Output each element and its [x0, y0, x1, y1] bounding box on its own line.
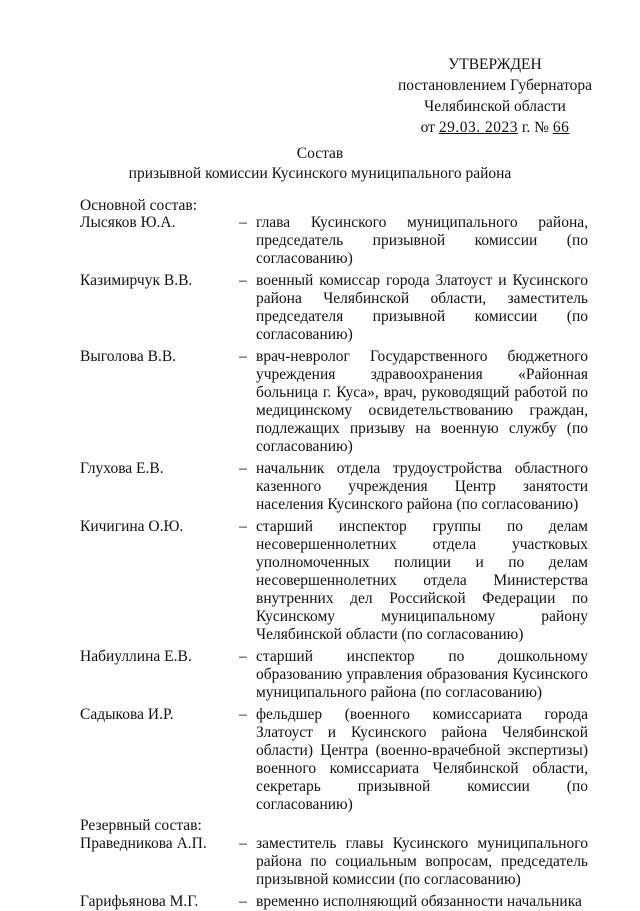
member-name: Лысяков Ю.А.: [80, 214, 176, 231]
member-role: старший инспектор группы по делам несовершеннолетних отдела участковых уполномоченных полиции и по делам несовершеннолетних отдела Министерства внутренних дел Российской Федерации по Кусинскому муниципальному району Челябинской области (по согласованию): [256, 518, 588, 643]
member-name: Глухова Е.В.: [80, 460, 164, 477]
title-line-1: Состав: [296, 145, 344, 162]
reserve-members-table: [80, 835, 588, 911]
member-dash: –: [239, 835, 247, 852]
member-role: начальник отдела трудоустройства областного казенного учреждения Центр занятости населения Кусинского района (по согласованию): [256, 460, 588, 513]
member-dash: –: [239, 272, 247, 289]
member-name: Гарифьянова М.Г.: [80, 893, 199, 910]
member-role: временно исполняющий обязанности начальника: [256, 893, 582, 910]
member-row: [80, 644, 588, 702]
approval-number: 66: [552, 119, 570, 136]
main-composition-label: Основной состав:: [80, 197, 198, 214]
member-dash: –: [239, 518, 247, 535]
member-name: Набиуллина Е.В.: [80, 648, 192, 665]
member-role: врач-невролог Государственного бюджетного учреждения здравоохранения «Районная больница г. Куса», врач, руководящий работой по медицинскому освидетельствованию граждан, подлежащих призыву на военную службу (по согласованию): [256, 348, 588, 455]
member-dash: –: [239, 460, 247, 477]
member-name: Выголова В.В.: [80, 348, 177, 365]
member-role: глава Кусинского муниципального района, председатель призывной комиссии (по согласованию): [256, 214, 588, 267]
member-role: заместитель главы Кусинского муниципального района по социальным вопросам, председатель призывной комиссии (по согласованию): [256, 835, 588, 888]
approval-stamp: [380, 54, 610, 138]
member-name: Кичигина О.Ю.: [80, 518, 184, 535]
member-dash: –: [239, 648, 247, 665]
member-dash: –: [239, 214, 247, 231]
member-name: Казимирчук В.В.: [80, 272, 193, 289]
member-row: [80, 835, 588, 889]
approval-title: УТВЕРЖДЕН: [448, 56, 542, 73]
member-row: [80, 889, 588, 911]
member-row: [80, 702, 588, 814]
approval-line-2: Челябинской области: [424, 98, 566, 115]
document-title: [80, 144, 560, 184]
member-row: [80, 344, 588, 456]
title-line-2: призывной комиссии Кусинского муниципального района: [128, 165, 512, 182]
member-dash: –: [239, 706, 247, 723]
member-role: фельдшер (военного комиссариата города Златоуст и Кусинского района Челябинской области) Центра (военно-врачебной экспертизы) военного комиссариата Челябинской области, секретарь призывной комиссии (по согласованию): [256, 706, 588, 813]
member-row: [80, 268, 588, 344]
reserve-composition-label: Резервный состав:: [80, 817, 202, 834]
main-members-table: [80, 214, 588, 814]
member-dash: –: [239, 348, 247, 365]
approval-date-line: [380, 117, 610, 138]
approval-line-1: постановлением Губернатора: [397, 77, 593, 94]
member-row: [80, 514, 588, 644]
member-name: Садыкова И.Р.: [80, 706, 174, 723]
member-dash: –: [239, 893, 247, 910]
approval-prefix: от: [420, 119, 435, 136]
member-role: военный комиссар города Златоуст и Кусинского района Челябинской области, заместитель председателя призывной комиссии (по согласованию): [256, 272, 588, 343]
member-role: старший инспектор по дошкольному образованию управления образования Кусинского муниципального района (по согласованию): [256, 648, 588, 701]
member-row: [80, 214, 588, 268]
member-row: [80, 456, 588, 514]
approval-number-label: г. №: [521, 119, 549, 136]
approval-date: 29.03. 2023: [438, 119, 518, 136]
member-name: Праведникова А.П.: [80, 835, 207, 852]
